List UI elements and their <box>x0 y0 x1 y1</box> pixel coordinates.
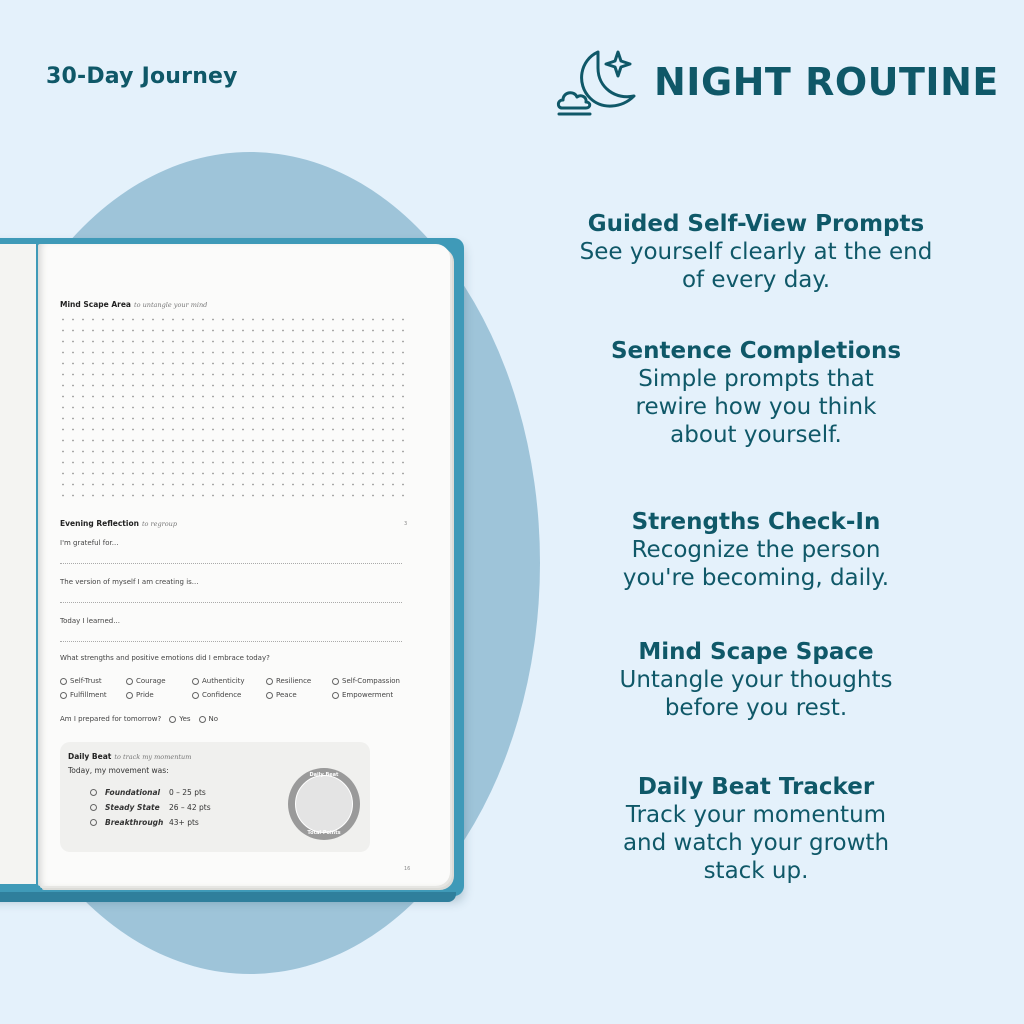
strength-option[interactable] <box>192 691 266 699</box>
mind-scape-title: Mind Scape Area <box>60 300 131 309</box>
feature-title: Strengths Check-In <box>631 509 881 535</box>
feature-line: of every day. <box>681 267 831 293</box>
strength-option[interactable] <box>266 691 332 699</box>
beat-option-label: Foundational <box>105 788 161 797</box>
strength-option[interactable] <box>332 691 393 699</box>
feature-title: Daily Beat Tracker <box>637 774 875 800</box>
strength-option[interactable] <box>126 677 192 685</box>
evening-title: Evening Reflection <box>60 519 139 528</box>
feature-line: See yourself clearly at the end <box>579 239 933 265</box>
checkbox-icon <box>60 692 67 699</box>
writing-line <box>60 641 402 642</box>
checkbox-icon <box>192 692 199 699</box>
strengths-question: What strengths and positive emotions did I embrace today? <box>60 654 270 662</box>
strength-label: Self-Compassion <box>342 677 400 685</box>
strength-label: Courage <box>136 677 166 685</box>
feature-mind-scape <box>530 638 982 722</box>
feature-title: Mind Scape Space <box>638 639 874 665</box>
feature-strengths-checkin <box>530 508 982 592</box>
feature-guided-prompts <box>530 210 982 294</box>
feature-line: rewire how you think <box>635 394 877 420</box>
daily-beat-panel <box>60 742 370 852</box>
evening-reflection-heading <box>60 519 177 528</box>
daily-beat-title: Daily Beat <box>68 752 112 761</box>
feature-daily-beat <box>530 773 982 885</box>
checkbox-icon <box>126 678 133 685</box>
writing-line <box>60 602 402 603</box>
prompt-learned: Today I learned... <box>60 617 120 625</box>
checkbox-icon <box>332 678 339 685</box>
beat-option-breakthrough[interactable] <box>90 818 199 827</box>
feature-line: before you rest. <box>664 695 848 721</box>
feature-line: Untangle your thoughts <box>619 667 893 693</box>
beat-option-steady[interactable] <box>90 803 211 812</box>
beat-option-range: 0 – 25 pts <box>169 788 206 797</box>
prepared-no-option[interactable] <box>199 715 219 723</box>
badge-inner <box>295 775 353 833</box>
page-title: NIGHT ROUTINE <box>654 60 999 104</box>
page-number: 16 <box>404 866 411 872</box>
strength-label: Fulfillment <box>70 691 107 699</box>
checkbox-icon <box>192 678 199 685</box>
prepared-question-row <box>60 715 218 723</box>
strength-option[interactable] <box>266 677 332 685</box>
feature-line: about yourself. <box>670 422 842 448</box>
strength-option[interactable] <box>60 691 126 699</box>
feature-line: stack up. <box>703 858 809 884</box>
daily-beat-subtitle: to track my momentum <box>114 753 192 761</box>
yes-label: Yes <box>179 715 191 723</box>
checkbox-icon <box>90 804 97 811</box>
beat-option-foundational[interactable] <box>90 788 206 797</box>
strength-option[interactable] <box>332 677 400 685</box>
feature-line: Recognize the person <box>631 537 881 563</box>
beat-option-range: 43+ pts <box>169 818 199 827</box>
strengths-row <box>60 674 420 688</box>
feature-line: Simple prompts that <box>638 366 874 392</box>
prompt-grateful: I'm grateful for... <box>60 539 119 547</box>
mind-scape-heading <box>60 300 207 309</box>
checkbox-icon <box>90 789 97 796</box>
checkbox-icon <box>266 678 273 685</box>
checkbox-icon <box>266 692 273 699</box>
writing-line <box>60 563 402 564</box>
strength-option[interactable] <box>192 677 266 685</box>
feature-sentence-completions <box>530 337 982 449</box>
badge-bottom-label: Total Points <box>307 830 341 836</box>
beat-option-range: 26 – 42 pts <box>169 803 211 812</box>
strength-label: Resilience <box>276 677 312 685</box>
beat-option-label: Breakthrough <box>105 818 164 827</box>
dot-grid <box>58 314 412 500</box>
checkbox-icon <box>332 692 339 699</box>
strength-label: Pride <box>136 691 154 699</box>
evening-subtitle: to regroup <box>141 520 178 528</box>
daily-beat-heading <box>68 752 191 761</box>
section-marker: 3 <box>404 521 408 527</box>
strength-label: Confidence <box>202 691 242 699</box>
moon-cloud-icon <box>554 44 638 120</box>
strengths-checklist <box>60 674 420 702</box>
journey-label: 30-Day Journey <box>46 64 238 89</box>
feature-title: Sentence Completions <box>610 338 902 364</box>
checkbox-icon <box>199 716 206 723</box>
badge-top-label: Daily Beat <box>309 772 339 778</box>
strength-label: Authenticity <box>202 677 245 685</box>
feature-line: Track your momentum <box>625 802 887 828</box>
strength-option[interactable] <box>126 691 192 699</box>
checkbox-icon <box>60 678 67 685</box>
feature-line: you're becoming, daily. <box>622 565 890 591</box>
strengths-row <box>60 688 420 702</box>
strength-option[interactable] <box>60 677 126 685</box>
no-label: No <box>208 715 219 723</box>
brand-header <box>554 44 999 120</box>
checkbox-icon <box>169 716 176 723</box>
checkbox-icon <box>126 692 133 699</box>
prompt-version: The version of myself I am creating is... <box>60 578 199 586</box>
feature-line: and watch your growth <box>622 830 890 856</box>
mind-scape-subtitle: to untangle your mind <box>133 301 208 309</box>
left-page <box>0 244 36 884</box>
strength-label: Empowerment <box>342 691 394 699</box>
journal-page <box>38 244 450 886</box>
prepared-yes-option[interactable] <box>169 715 190 723</box>
strength-label: Peace <box>276 691 297 699</box>
beat-option-label: Steady State <box>105 803 160 812</box>
prepared-question: Am I prepared for tomorrow? <box>60 715 162 723</box>
daily-beat-badge <box>288 768 360 840</box>
daily-beat-line: Today, my movement was: <box>68 766 169 775</box>
strength-label: Self-Trust <box>70 677 102 685</box>
feature-title: Guided Self-View Prompts <box>587 211 925 237</box>
checkbox-icon <box>90 819 97 826</box>
